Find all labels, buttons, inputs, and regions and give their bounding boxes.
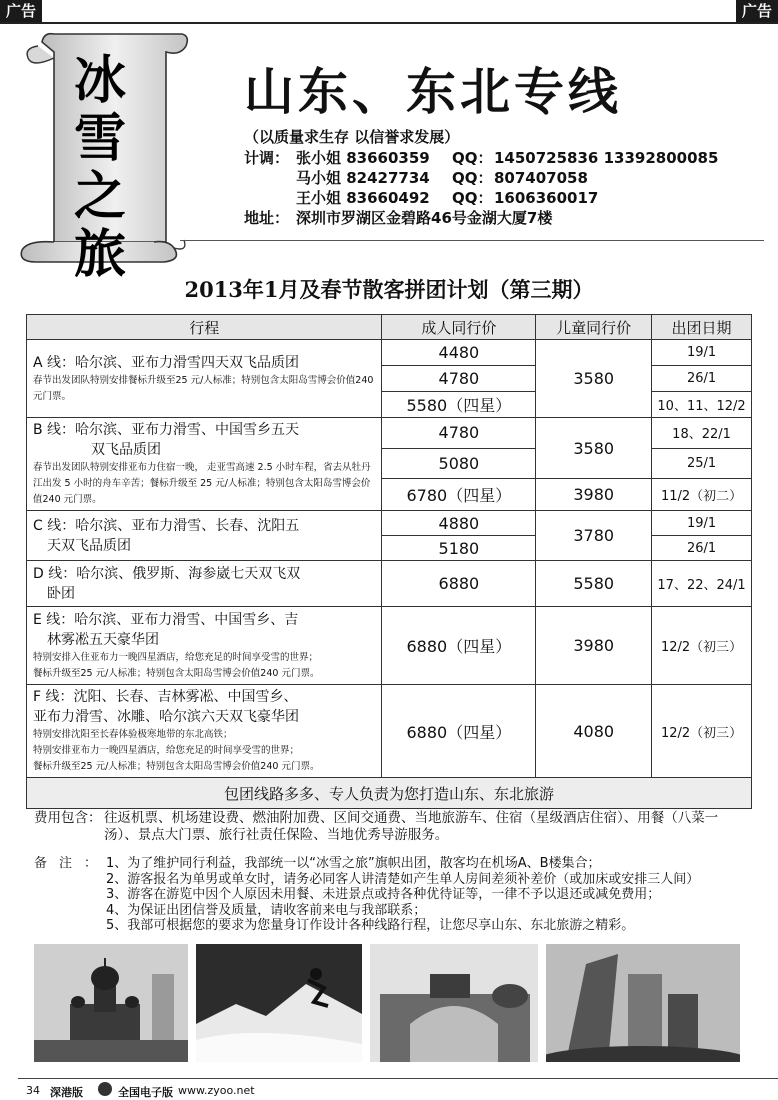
page-footer — [0, 1078, 778, 1100]
child-price: 3980 — [536, 479, 652, 511]
column-header: 儿童同行价 — [536, 315, 652, 340]
route-cell — [27, 511, 382, 561]
adult-price: 6880（四星） — [382, 607, 536, 685]
table-footer: 包团线路多多、专人负责为您打造山东、东北旅游 — [27, 778, 752, 809]
departure-date: 11/2（初二） — [652, 479, 752, 511]
address-label: 地址： — [244, 209, 290, 227]
departure-date: 12/2（初三） — [652, 685, 752, 778]
departure-date: 19/1 — [652, 340, 752, 366]
child-price: 3780 — [536, 511, 652, 561]
route-note: 特别安排入住亚布力一晚四星酒店，给您充足的时间享受雪的世界； — [33, 651, 319, 663]
adult-price: 6880（四星） — [382, 685, 536, 778]
qq-label: QQ： — [452, 189, 493, 207]
column-header: 成人同行价 — [382, 315, 536, 340]
ad-tag-left: 广告 — [0, 0, 42, 22]
site-url[interactable]: www.zyoo.net — [178, 1084, 255, 1097]
departure-date: 26/1 — [652, 366, 752, 392]
national-edition: 全国电子版 — [118, 1086, 173, 1099]
slogan: （以质量求生存 以信誉求发展） — [244, 128, 460, 146]
departure-date: 26/1 — [652, 536, 752, 561]
route-cell — [27, 607, 382, 685]
adult-price: 4480 — [382, 340, 536, 366]
adult-price: 6780（四星） — [382, 479, 536, 511]
route-note: 特别安排亚布力一晚四星酒店，给您充足的时间享受雪的世界； — [33, 745, 300, 756]
list-item: 2、游客报名为单男或单女时，请务必同客人讲清楚如产生单人房间差须补差价（或加床或安排三人间） — [106, 871, 700, 887]
contact-name-tel: 马小姐 82427734 — [296, 169, 430, 187]
brand-char: 之 — [73, 166, 126, 227]
contact-name-tel: 张小姐 83660359 — [296, 149, 430, 167]
adult-price: 5080 — [382, 448, 536, 479]
child-price: 3580 — [536, 418, 652, 479]
table-row — [27, 685, 752, 778]
route-note: 餐标升级至25 元/人标准；特别包含太阳岛雪博会价值240 元门票。 — [33, 761, 320, 772]
route-note: 餐标升级至25 元/人标准；特别包含太阳岛雪博会价值240 元门票。 — [33, 667, 320, 679]
route-note: 特别安排沈阳至长春体验极寒地带的东北高铁； — [33, 729, 233, 740]
plan-title: 2013年1月及春节散客拼团计划（第三期） — [184, 277, 594, 302]
departure-date: 18、22/1 — [652, 418, 752, 449]
column-header: 出团日期 — [652, 315, 752, 340]
cathedral-photo — [34, 944, 188, 1062]
brand-char: 冰 — [73, 50, 126, 111]
route-cell — [27, 685, 382, 778]
divider — [180, 240, 764, 241]
qq-number: 807407058 — [494, 169, 588, 187]
ski-photo — [196, 944, 362, 1062]
child-price: 5580 — [536, 561, 652, 607]
child-price: 3980 — [536, 607, 652, 685]
ad-tag-right: 广告 — [736, 0, 778, 22]
contact-name-tel: 王小姐 83660492 — [296, 189, 430, 207]
route-name: B 线：哈尔滨、亚布力滑雪、中国雪乡五天 — [33, 422, 300, 438]
departure-date: 12/2（初三） — [652, 607, 752, 685]
qq-number: 1450725836 13392800085 — [494, 149, 719, 167]
departure-date: 17、22、24/1 — [652, 561, 752, 607]
qq-label: QQ： — [452, 149, 493, 167]
brand-char: 旅 — [73, 224, 126, 285]
list-item: 1、为了维护同行利益，我部统一以“冰雪之旅”旗帜出团，散客均在机场A、B楼集合； — [106, 856, 601, 871]
route-name: F 线：沈阳、长春、吉林雾凇、中国雪乡、 — [33, 689, 298, 705]
route-name-cont: 亚布力滑雪、冰雕、哈尔滨六天双飞豪华团 — [33, 709, 299, 725]
fees-text: 往返机票、机场建设费、燃油附加费、区间交通费、当地旅游车、住宿（星级酒店住宿）、用餐（八菜一汤）、景点大门票、旅行社责任保险、当地优秀导游服务。 — [104, 810, 719, 843]
page-number: 34 — [26, 1084, 40, 1097]
adult-price: 5180 — [382, 536, 536, 561]
remarks-list — [106, 856, 764, 934]
table-row — [27, 561, 752, 607]
divider — [18, 1078, 778, 1079]
route-note: 春节出发团队特别安排餐标升级至25 元/人标准；特别包含太阳岛雪博会价值240 元门票。 — [33, 374, 374, 402]
departure-date: 25/1 — [652, 448, 752, 479]
adult-price: 6880 — [382, 561, 536, 607]
table-row — [27, 418, 752, 449]
route-name-cont: 卧团 — [47, 585, 75, 602]
route-note: 春节出发团队特别安排亚布力住宿一晚， 走亚雪高速 2.5 小时车程，省去从牡丹江出发 5 小时的舟车辛苦；餐标升级至 25 元/人标准；特别包含太阳岛雪博会价值240 元门票。 — [33, 462, 371, 505]
route-name-cont: 双飞品质团 — [91, 442, 161, 458]
qq-number: 1606360017 — [494, 189, 599, 207]
table-header-row — [27, 315, 752, 340]
table-row — [27, 607, 752, 685]
table-footer-row — [27, 778, 752, 809]
route-cell — [27, 561, 382, 607]
photo-strip — [34, 944, 740, 1064]
column-header: 行程 — [27, 315, 382, 340]
route-name-cont: 天双飞品质团 — [47, 537, 131, 554]
brand-char: 雪 — [73, 108, 126, 169]
child-price: 4080 — [536, 685, 652, 778]
remarks-label: 备注： — [34, 856, 110, 871]
tour-plan-table — [26, 314, 752, 809]
table-row — [27, 340, 752, 366]
route-name: D 线：哈尔滨、俄罗斯、海参崴七天双飞双 — [33, 565, 301, 582]
top-rule — [0, 22, 778, 24]
list-item: 3、游客在游览中因个人原因未用餐、未进景点或持各种优待证等，一律不予以退还或减免费用； — [106, 887, 661, 902]
route-name-cont: 林雾凇五天豪华团 — [47, 631, 159, 648]
logo-icon — [98, 1082, 112, 1096]
departure-date: 19/1 — [652, 511, 752, 536]
page-title: 山东、东北专线 — [244, 63, 622, 121]
fees-label: 费用包含： — [34, 810, 102, 826]
adult-price: 5580（四星） — [382, 392, 536, 418]
route-name: A 线：哈尔滨、亚布力滑雪四天双飞品质团 — [33, 354, 300, 371]
route-cell — [27, 418, 382, 511]
address: 深圳市罗湖区金碧路46号金湖大厦7楼 — [296, 209, 553, 227]
brand-name — [44, 50, 156, 285]
contact-label: 计调： — [244, 149, 290, 167]
adult-price: 4780 — [382, 366, 536, 392]
qq-label: QQ： — [452, 169, 493, 187]
route-cell — [27, 340, 382, 418]
route-name: E 线：哈尔滨、亚布力滑雪、中国雪乡、吉 — [33, 611, 299, 628]
route-name: C 线：哈尔滨、亚布力滑雪、长春、沈阳五 — [33, 517, 300, 534]
child-price: 3580 — [536, 340, 652, 418]
adult-price: 4780 — [382, 418, 536, 449]
palace-photo — [370, 944, 538, 1062]
edition-label: 深港版 — [50, 1086, 83, 1099]
departure-date: 10、11、12/2 — [652, 392, 752, 418]
skyline-photo — [546, 944, 740, 1062]
list-item: 5、我部可根据您的要求为您量身订作设计各种线路行程，让您尽享山东、东北旅游之精彩。 — [106, 918, 635, 933]
adult-price: 4880 — [382, 511, 536, 536]
list-item: 4、为保证出团信誉及质量，请收客前来电与我部联系； — [106, 902, 427, 918]
table-row — [27, 511, 752, 536]
